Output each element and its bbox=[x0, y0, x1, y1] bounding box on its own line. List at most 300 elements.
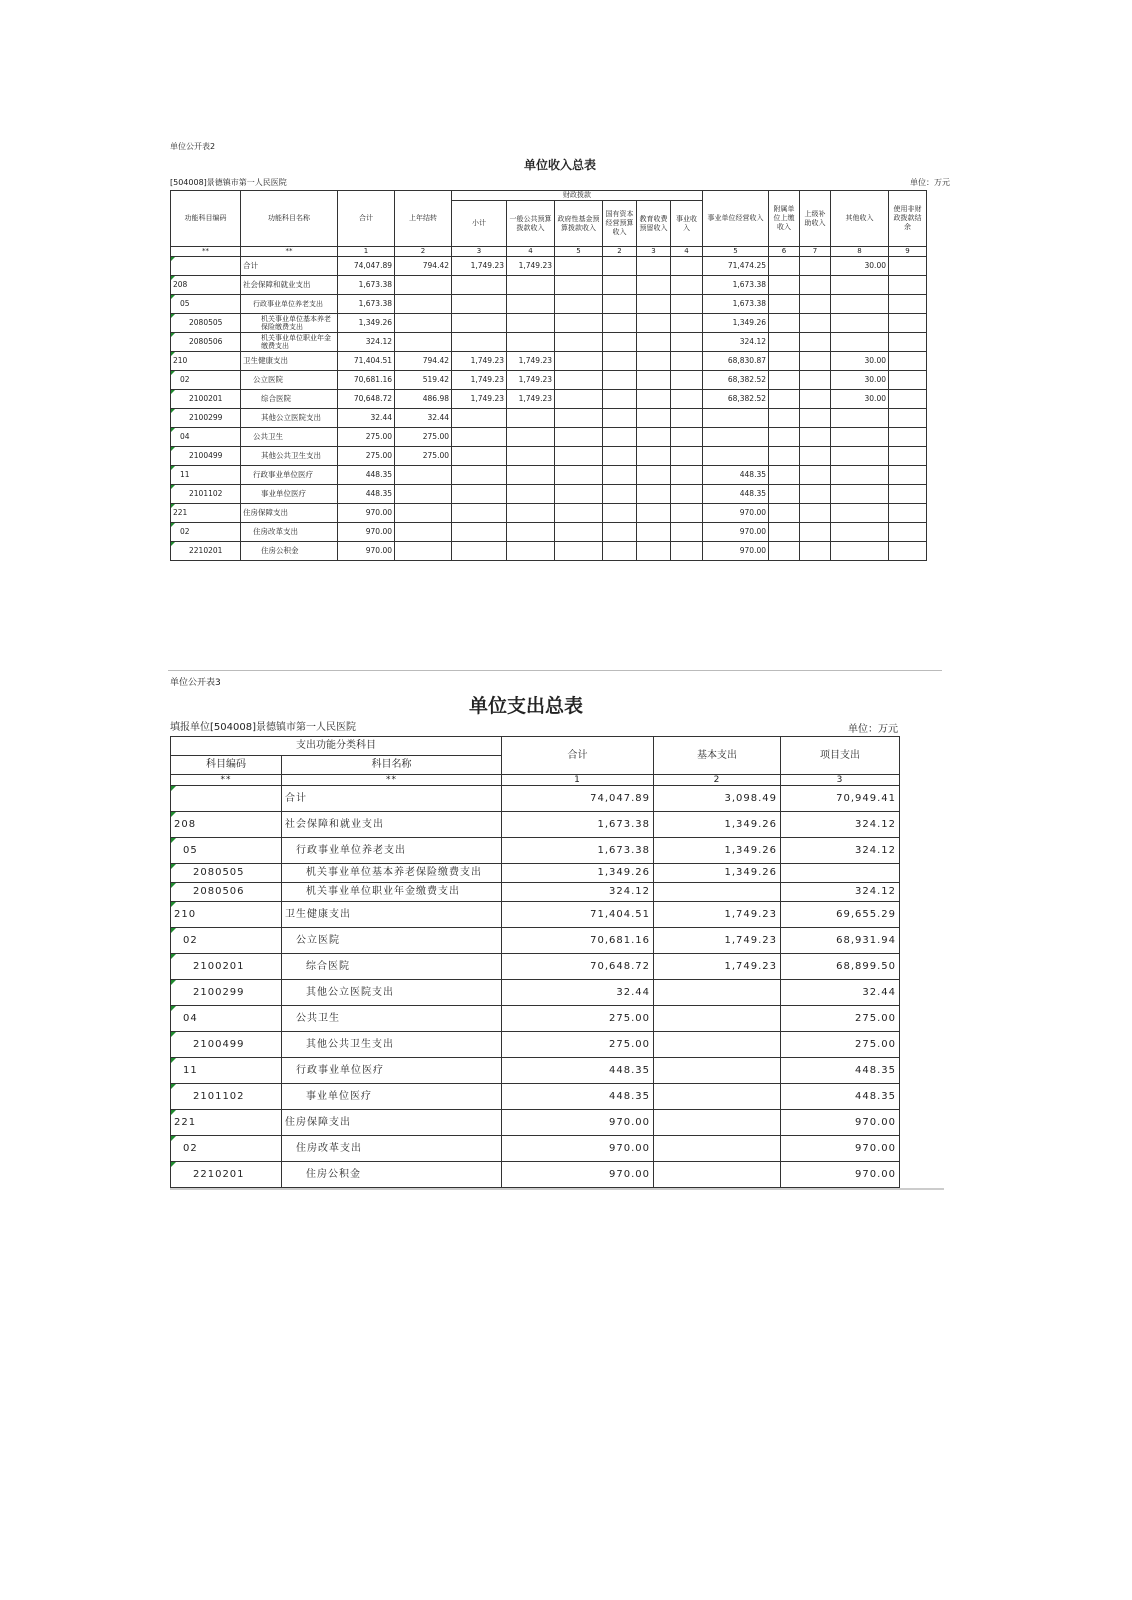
income-cell-subtotal: 1,749.23 bbox=[452, 352, 507, 371]
income-cell-name: 卫生健康支出 bbox=[241, 352, 338, 371]
expense-cell-basic bbox=[654, 1032, 781, 1058]
income-cell-state bbox=[603, 523, 637, 542]
income-cell-affiliated bbox=[769, 257, 800, 276]
income-cell-operating: 68,382.52 bbox=[703, 371, 769, 390]
expense-col-name: 科目名称 bbox=[282, 756, 502, 775]
expense-cell-total: 1,349.26 bbox=[502, 864, 654, 883]
income-cell-total: 1,673.38 bbox=[338, 276, 395, 295]
income-col-subtotal: 小计 bbox=[452, 201, 507, 247]
income-cell-nonfiscal bbox=[889, 390, 927, 409]
expense-cell-project: 68,899.50 bbox=[781, 954, 900, 980]
income-cell-edu bbox=[637, 333, 671, 352]
expense-table-row bbox=[171, 1006, 900, 1032]
income-unit-label: [504008]景德镇市第一人民医院 bbox=[170, 178, 287, 187]
income-cell-carry: 275.00 bbox=[395, 447, 452, 466]
expense-cell-total: 275.00 bbox=[502, 1032, 654, 1058]
expense-table-row bbox=[171, 928, 900, 954]
expense-cell-code bbox=[171, 786, 282, 812]
expense-cell-total: 71,404.51 bbox=[502, 902, 654, 928]
income-cell-superior bbox=[800, 295, 831, 314]
income-cell-career bbox=[671, 542, 703, 561]
income-cell-other bbox=[831, 276, 889, 295]
income-cell-edu bbox=[637, 428, 671, 447]
income-cell-career bbox=[671, 314, 703, 333]
expense-sheet bbox=[170, 674, 942, 1190]
expense-table-row bbox=[171, 838, 900, 864]
income-cell-state bbox=[603, 295, 637, 314]
income-index-cell: 3 bbox=[452, 247, 507, 257]
income-cell-edu bbox=[637, 542, 671, 561]
income-cell-carry: 32.44 bbox=[395, 409, 452, 428]
income-cell-fund bbox=[555, 466, 603, 485]
income-cell-general bbox=[507, 447, 555, 466]
income-table-row bbox=[171, 466, 927, 485]
income-table-row bbox=[171, 447, 927, 466]
income-cell-general bbox=[507, 504, 555, 523]
income-cell-carry bbox=[395, 504, 452, 523]
income-cell-affiliated bbox=[769, 466, 800, 485]
income-cell-general bbox=[507, 333, 555, 352]
expense-cell-basic bbox=[654, 1006, 781, 1032]
income-cell-superior bbox=[800, 466, 831, 485]
expense-cell-project: 324.12 bbox=[781, 883, 900, 902]
expense-table-header bbox=[171, 737, 900, 775]
income-col-edu: 教育收费预留收入 bbox=[637, 201, 671, 247]
expense-cell-total: 74,047.89 bbox=[502, 786, 654, 812]
expense-cell-name: 行政事业单位养老支出 bbox=[282, 838, 502, 864]
income-cell-career bbox=[671, 390, 703, 409]
expense-cell-project: 275.00 bbox=[781, 1032, 900, 1058]
expense-col-total: 合计 bbox=[502, 737, 654, 775]
income-cell-edu bbox=[637, 504, 671, 523]
income-cell-general bbox=[507, 523, 555, 542]
expense-table-row bbox=[171, 786, 900, 812]
income-cell-edu bbox=[637, 409, 671, 428]
income-cell-operating: 71,474.25 bbox=[703, 257, 769, 276]
income-cell-general: 1,749.23 bbox=[507, 371, 555, 390]
expense-cell-total: 1,673.38 bbox=[502, 838, 654, 864]
income-cell-name: 行政事业单位养老支出 bbox=[241, 295, 338, 314]
income-cell-carry bbox=[395, 485, 452, 504]
expense-cell-basic bbox=[654, 980, 781, 1006]
expense-cell-project: 68,931.94 bbox=[781, 928, 900, 954]
income-cell-operating: 970.00 bbox=[703, 542, 769, 561]
income-cell-code: 02 bbox=[171, 371, 241, 390]
income-cell-operating: 68,830.87 bbox=[703, 352, 769, 371]
income-cell-career bbox=[671, 466, 703, 485]
expense-cell-basic: 1,349.26 bbox=[654, 838, 781, 864]
income-cell-subtotal bbox=[452, 295, 507, 314]
income-table-row bbox=[171, 542, 927, 561]
income-cell-total: 70,681.16 bbox=[338, 371, 395, 390]
income-cell-carry: 794.42 bbox=[395, 257, 452, 276]
income-cell-subtotal bbox=[452, 485, 507, 504]
expense-table-row bbox=[171, 1084, 900, 1110]
income-cell-nonfiscal bbox=[889, 523, 927, 542]
expense-cell-project: 970.00 bbox=[781, 1136, 900, 1162]
expense-cell-basic: 1,349.26 bbox=[654, 812, 781, 838]
income-cell-total: 74,047.89 bbox=[338, 257, 395, 276]
income-cell-code: 2210201 bbox=[171, 542, 241, 561]
expense-cell-project bbox=[781, 864, 900, 883]
income-cell-code: 2100201 bbox=[171, 390, 241, 409]
expense-cell-total: 970.00 bbox=[502, 1162, 654, 1188]
expense-cell-project: 448.35 bbox=[781, 1058, 900, 1084]
expense-cell-basic bbox=[654, 1084, 781, 1110]
income-col-fund: 政府性基金预算拨款收入 bbox=[555, 201, 603, 247]
expense-cell-total: 275.00 bbox=[502, 1006, 654, 1032]
expense-col-group: 支出功能分类科目 bbox=[171, 737, 502, 756]
income-col-name: 功能科目名称 bbox=[241, 191, 338, 247]
expense-cell-basic: 3,098.49 bbox=[654, 786, 781, 812]
income-cell-total: 970.00 bbox=[338, 504, 395, 523]
income-cell-other bbox=[831, 485, 889, 504]
expense-cell-code: 2100201 bbox=[171, 954, 282, 980]
income-cell-total: 275.00 bbox=[338, 447, 395, 466]
expense-cell-code: 2100499 bbox=[171, 1032, 282, 1058]
income-cell-subtotal bbox=[452, 409, 507, 428]
income-cell-name: 社会保障和就业支出 bbox=[241, 276, 338, 295]
income-cell-superior bbox=[800, 333, 831, 352]
expense-title: 单位支出总表 bbox=[468, 695, 583, 717]
income-cell-general: 1,749.23 bbox=[507, 257, 555, 276]
income-cell-total: 70,648.72 bbox=[338, 390, 395, 409]
income-cell-fund bbox=[555, 257, 603, 276]
income-cell-fund bbox=[555, 276, 603, 295]
income-cell-edu bbox=[637, 276, 671, 295]
income-table-row bbox=[171, 428, 927, 447]
expense-cell-name: 住房公积金 bbox=[282, 1162, 502, 1188]
income-cell-carry bbox=[395, 333, 452, 352]
income-cell-other: 30.00 bbox=[831, 371, 889, 390]
income-cell-nonfiscal bbox=[889, 409, 927, 428]
income-cell-name: 合计 bbox=[241, 257, 338, 276]
income-cell-name: 机关事业单位基本养老保险缴费支出 bbox=[241, 314, 338, 333]
income-cell-affiliated bbox=[769, 542, 800, 561]
income-cell-subtotal bbox=[452, 276, 507, 295]
income-cell-subtotal: 1,749.23 bbox=[452, 390, 507, 409]
income-index-cell: ** bbox=[171, 247, 241, 257]
income-cell-general: 1,749.23 bbox=[507, 352, 555, 371]
income-cell-operating: 970.00 bbox=[703, 523, 769, 542]
income-cell-general bbox=[507, 542, 555, 561]
expense-table-row bbox=[171, 902, 900, 928]
income-cell-fund bbox=[555, 523, 603, 542]
expense-cell-code: 02 bbox=[171, 928, 282, 954]
expense-cell-basic bbox=[654, 1136, 781, 1162]
income-col-fiscal-group: 财政拨款 bbox=[452, 191, 703, 201]
income-cell-career bbox=[671, 504, 703, 523]
expense-cell-project: 275.00 bbox=[781, 1006, 900, 1032]
income-cell-other bbox=[831, 428, 889, 447]
expense-index-cell: 2 bbox=[654, 775, 781, 786]
income-cell-other bbox=[831, 333, 889, 352]
income-cell-name: 公立医院 bbox=[241, 371, 338, 390]
income-cell-other bbox=[831, 523, 889, 542]
expense-col-project: 项目支出 bbox=[781, 737, 900, 775]
income-cell-subtotal: 1,749.23 bbox=[452, 257, 507, 276]
income-index-cell: 2 bbox=[395, 247, 452, 257]
expense-index-cell: 3 bbox=[781, 775, 900, 786]
expense-cell-name: 行政事业单位医疗 bbox=[282, 1058, 502, 1084]
income-cell-edu bbox=[637, 314, 671, 333]
income-cell-subtotal bbox=[452, 314, 507, 333]
income-cell-name: 住房公积金 bbox=[241, 542, 338, 561]
expense-cell-name: 事业单位医疗 bbox=[282, 1084, 502, 1110]
income-cell-general: 1,749.23 bbox=[507, 390, 555, 409]
income-cell-code: 208 bbox=[171, 276, 241, 295]
expense-cell-project: 32.44 bbox=[781, 980, 900, 1006]
income-cell-career bbox=[671, 276, 703, 295]
income-cell-state bbox=[603, 466, 637, 485]
income-cell-general bbox=[507, 466, 555, 485]
income-cell-fund bbox=[555, 447, 603, 466]
income-cell-operating: 324.12 bbox=[703, 333, 769, 352]
income-col-operating: 事业单位经营收入 bbox=[703, 191, 769, 247]
expense-bottom-divider bbox=[170, 1188, 944, 1190]
income-cell-affiliated bbox=[769, 276, 800, 295]
income-cell-superior bbox=[800, 447, 831, 466]
income-cell-affiliated bbox=[769, 295, 800, 314]
income-col-state: 国有资本经营预算收入 bbox=[603, 201, 637, 247]
expense-cell-code: 2080505 bbox=[171, 864, 282, 883]
income-table-row bbox=[171, 333, 927, 352]
income-cell-affiliated bbox=[769, 485, 800, 504]
income-cell-total: 448.35 bbox=[338, 466, 395, 485]
income-index-row bbox=[171, 247, 927, 257]
income-cell-career bbox=[671, 333, 703, 352]
expense-table-row bbox=[171, 864, 900, 883]
income-index-cell: 6 bbox=[769, 247, 800, 257]
income-cell-superior bbox=[800, 542, 831, 561]
income-cell-nonfiscal bbox=[889, 352, 927, 371]
income-cell-state bbox=[603, 333, 637, 352]
income-cell-carry bbox=[395, 295, 452, 314]
income-cell-other: 30.00 bbox=[831, 390, 889, 409]
expense-table-row bbox=[171, 1110, 900, 1136]
income-index-cell: 7 bbox=[800, 247, 831, 257]
income-cell-career bbox=[671, 352, 703, 371]
expense-cell-code: 02 bbox=[171, 1136, 282, 1162]
income-cell-state bbox=[603, 504, 637, 523]
income-cell-other bbox=[831, 295, 889, 314]
income-cell-code: 04 bbox=[171, 428, 241, 447]
expense-cell-code: 05 bbox=[171, 838, 282, 864]
income-cell-name: 机关事业单位职业年金缴费支出 bbox=[241, 333, 338, 352]
expense-cell-project: 970.00 bbox=[781, 1162, 900, 1188]
income-col-nonfiscal: 使用非财政拨款结余 bbox=[889, 191, 927, 247]
expense-cell-basic: 1,349.26 bbox=[654, 864, 781, 883]
income-cell-career bbox=[671, 447, 703, 466]
income-cell-fund bbox=[555, 542, 603, 561]
income-cell-operating: 448.35 bbox=[703, 466, 769, 485]
expense-cell-name: 综合医院 bbox=[282, 954, 502, 980]
income-cell-superior bbox=[800, 428, 831, 447]
income-index-cell: 2 bbox=[603, 247, 637, 257]
expense-cell-basic: 1,749.23 bbox=[654, 954, 781, 980]
expense-cell-code: 04 bbox=[171, 1006, 282, 1032]
income-unit: 单位：万元 bbox=[910, 178, 950, 187]
income-col-carry: 上年结转 bbox=[395, 191, 452, 247]
income-cell-superior bbox=[800, 390, 831, 409]
expense-cell-project: 324.12 bbox=[781, 838, 900, 864]
income-cell-fund bbox=[555, 371, 603, 390]
expense-cell-basic bbox=[654, 1162, 781, 1188]
income-cell-fund bbox=[555, 390, 603, 409]
income-col-general: 一般公共预算拨款收入 bbox=[507, 201, 555, 247]
income-cell-career bbox=[671, 523, 703, 542]
income-cell-general bbox=[507, 295, 555, 314]
income-cell-other: 30.00 bbox=[831, 352, 889, 371]
expense-cell-name: 合计 bbox=[282, 786, 502, 812]
income-cell-state bbox=[603, 485, 637, 504]
income-cell-operating: 448.35 bbox=[703, 485, 769, 504]
income-cell-total: 970.00 bbox=[338, 523, 395, 542]
income-cell-nonfiscal bbox=[889, 333, 927, 352]
income-cell-code: 2080506 bbox=[171, 333, 241, 352]
income-cell-subtotal bbox=[452, 504, 507, 523]
expense-table-row bbox=[171, 812, 900, 838]
income-cell-total: 32.44 bbox=[338, 409, 395, 428]
expense-cell-name: 住房保障支出 bbox=[282, 1110, 502, 1136]
income-col-code: 功能科目编码 bbox=[171, 191, 241, 247]
expense-top-divider bbox=[168, 670, 942, 671]
income-cell-operating: 1,673.38 bbox=[703, 276, 769, 295]
income-cell-state bbox=[603, 390, 637, 409]
expense-cell-project: 70,949.41 bbox=[781, 786, 900, 812]
income-cell-affiliated bbox=[769, 409, 800, 428]
expense-meta bbox=[170, 720, 942, 736]
income-cell-superior bbox=[800, 523, 831, 542]
income-cell-superior bbox=[800, 409, 831, 428]
income-index-cell: 4 bbox=[507, 247, 555, 257]
expense-index-cell: ** bbox=[171, 775, 282, 786]
income-cell-operating: 970.00 bbox=[703, 504, 769, 523]
income-cell-career bbox=[671, 295, 703, 314]
income-cell-subtotal bbox=[452, 333, 507, 352]
income-cell-total: 275.00 bbox=[338, 428, 395, 447]
income-table-header bbox=[171, 191, 927, 247]
income-cell-nonfiscal bbox=[889, 466, 927, 485]
expense-cell-total: 1,673.38 bbox=[502, 812, 654, 838]
expense-cell-project: 324.12 bbox=[781, 812, 900, 838]
income-cell-other bbox=[831, 409, 889, 428]
income-cell-general bbox=[507, 409, 555, 428]
income-cell-code: 11 bbox=[171, 466, 241, 485]
income-cell-superior bbox=[800, 314, 831, 333]
income-cell-other: 30.00 bbox=[831, 257, 889, 276]
income-cell-edu bbox=[637, 523, 671, 542]
income-col-total: 合计 bbox=[338, 191, 395, 247]
income-sheet bbox=[170, 140, 950, 561]
income-cell-state bbox=[603, 371, 637, 390]
income-index-cell: ** bbox=[241, 247, 338, 257]
income-cell-nonfiscal bbox=[889, 314, 927, 333]
expense-unit-label: 填报单位[504008]景德镇市第一人民医院 bbox=[170, 722, 356, 733]
income-cell-edu bbox=[637, 447, 671, 466]
income-cell-name: 事业单位医疗 bbox=[241, 485, 338, 504]
income-cell-carry: 275.00 bbox=[395, 428, 452, 447]
income-cell-career bbox=[671, 485, 703, 504]
income-index-cell: 5 bbox=[703, 247, 769, 257]
expense-cell-name: 其他公共卫生支出 bbox=[282, 1032, 502, 1058]
income-table-row bbox=[171, 314, 927, 333]
income-cell-nonfiscal bbox=[889, 428, 927, 447]
income-cell-other bbox=[831, 447, 889, 466]
expense-table bbox=[170, 736, 900, 1188]
income-table-row bbox=[171, 276, 927, 295]
expense-cell-name: 社会保障和就业支出 bbox=[282, 812, 502, 838]
income-cell-fund bbox=[555, 504, 603, 523]
income-table-row bbox=[171, 257, 927, 276]
income-cell-affiliated bbox=[769, 447, 800, 466]
expense-table-row bbox=[171, 1032, 900, 1058]
income-cell-name: 公共卫生 bbox=[241, 428, 338, 447]
expense-cell-project: 448.35 bbox=[781, 1084, 900, 1110]
income-cell-state bbox=[603, 409, 637, 428]
income-cell-general bbox=[507, 276, 555, 295]
income-cell-superior bbox=[800, 276, 831, 295]
income-cell-name: 行政事业单位医疗 bbox=[241, 466, 338, 485]
income-cell-code: 210 bbox=[171, 352, 241, 371]
income-cell-fund bbox=[555, 409, 603, 428]
expense-cell-total: 70,648.72 bbox=[502, 954, 654, 980]
income-cell-state bbox=[603, 447, 637, 466]
expense-cell-name: 公立医院 bbox=[282, 928, 502, 954]
income-cell-career bbox=[671, 428, 703, 447]
expense-col-basic: 基本支出 bbox=[654, 737, 781, 775]
income-cell-affiliated bbox=[769, 314, 800, 333]
income-cell-total: 71,404.51 bbox=[338, 352, 395, 371]
expense-cell-code: 221 bbox=[171, 1110, 282, 1136]
income-table-row bbox=[171, 371, 927, 390]
income-table-body bbox=[171, 247, 927, 561]
income-cell-total: 448.35 bbox=[338, 485, 395, 504]
income-table bbox=[170, 190, 927, 561]
income-cell-subtotal bbox=[452, 447, 507, 466]
income-cell-superior bbox=[800, 352, 831, 371]
income-cell-nonfiscal bbox=[889, 485, 927, 504]
expense-cell-total: 70,681.16 bbox=[502, 928, 654, 954]
income-cell-subtotal bbox=[452, 466, 507, 485]
income-cell-fund bbox=[555, 333, 603, 352]
income-cell-code: 05 bbox=[171, 295, 241, 314]
income-cell-subtotal bbox=[452, 542, 507, 561]
income-cell-general bbox=[507, 314, 555, 333]
income-cell-operating: 1,349.26 bbox=[703, 314, 769, 333]
income-cell-fund bbox=[555, 352, 603, 371]
income-table-row bbox=[171, 295, 927, 314]
income-cell-other bbox=[831, 542, 889, 561]
income-cell-carry: 519.42 bbox=[395, 371, 452, 390]
income-cell-code: 02 bbox=[171, 523, 241, 542]
expense-cell-basic bbox=[654, 1110, 781, 1136]
income-cell-nonfiscal bbox=[889, 371, 927, 390]
income-cell-total: 1,673.38 bbox=[338, 295, 395, 314]
income-cell-carry: 794.42 bbox=[395, 352, 452, 371]
income-cell-other bbox=[831, 466, 889, 485]
income-cell-state bbox=[603, 257, 637, 276]
income-cell-superior bbox=[800, 257, 831, 276]
income-cell-operating bbox=[703, 428, 769, 447]
income-cell-career bbox=[671, 409, 703, 428]
income-cell-carry: 486.98 bbox=[395, 390, 452, 409]
income-cell-career bbox=[671, 371, 703, 390]
income-cell-edu bbox=[637, 485, 671, 504]
income-table-row bbox=[171, 409, 927, 428]
income-index-cell: 8 bbox=[831, 247, 889, 257]
expense-cell-basic: 1,749.23 bbox=[654, 928, 781, 954]
